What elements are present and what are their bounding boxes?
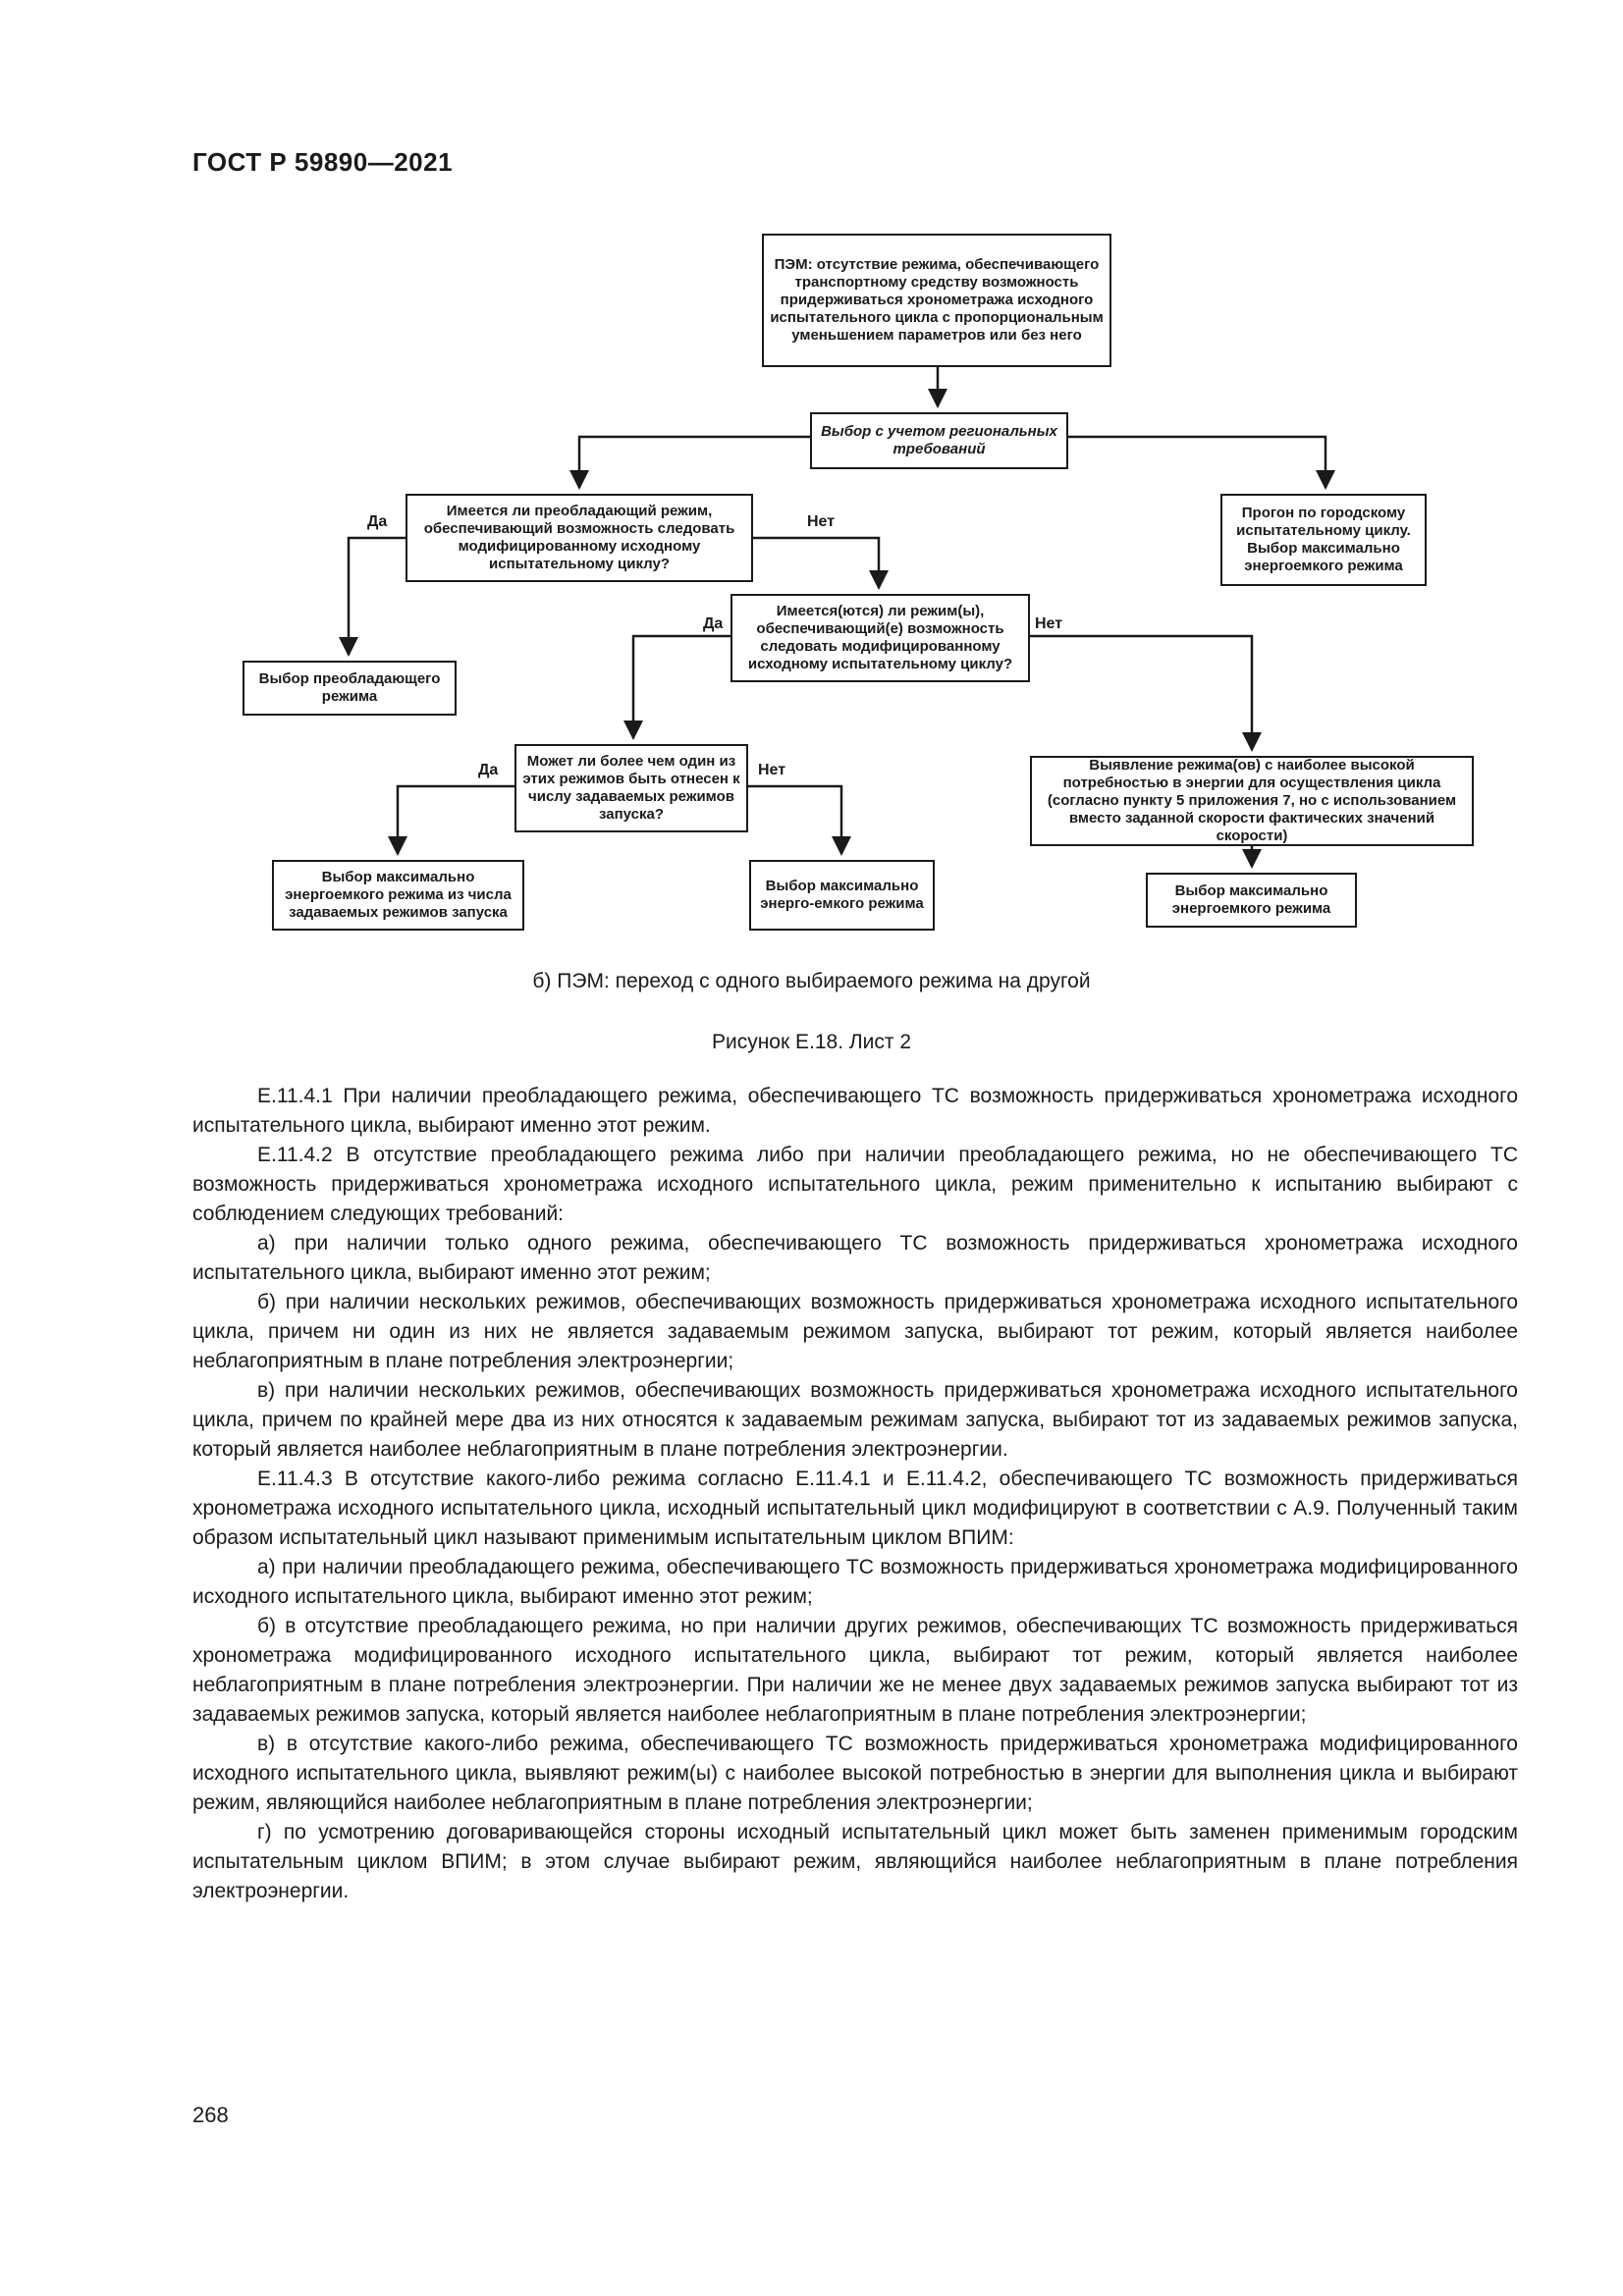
flow-node-choose-dominant: Выбор преобладающего режима [243, 661, 457, 716]
document-header: ГОСТ Р 59890—2021 [192, 147, 454, 177]
paragraph: Е.11.4.3 В отсутствие какого-либо режима согласно Е.11.4.1 и Е.11.4.2, обеспечивающего ТС возможность придерживаться хронометража исходного испытательного цикла, исходный испытательный цикл модифицируют в соответствии с А.9. Полученный таким образом испытательный цикл называют применимым испытательным циклом ВПИМ: [192, 1468, 1518, 1549]
edge-n3-n5 [349, 538, 406, 655]
flow-node-energy-demand: Выявление режима(ов) с наиболее высокой потребностью в энергии для осуществления цикла (согласно пункту 5 приложения 7, но с использованием вместо заданной скорости фактических значений скорости) [1030, 756, 1474, 846]
label-no-dominant: Нет [807, 513, 836, 530]
edge-n2-n3 [579, 437, 810, 488]
flow-node-start-modes-question: Может ли более чем один из этих режимов быть отнесен к числу задаваемых режимов запуска? [514, 744, 748, 832]
paragraph: б) в отсутствие преобладающего режима, но при наличии других режимов, обеспечивающих ТС возможность придерживаться хронометража модифицированного исходного испытательного цикла, выбирают тот режим, который является наиболее неблагоприятным в плане потребления электроэнергии. При наличии же не менее двух задаваемых режимов запуска выбирают тот из задаваемых режимов запуска, который является наиболее неблагоприятным в плане потребления электроэнергии; [192, 1615, 1518, 1726]
paragraph: в) при наличии нескольких режимов, обеспечивающих возможность придерживаться хронометража исходного испытательного цикла, причем по крайней мере два из них относятся к задаваемым режимам запуска, выбирают тот из задаваемых режимов запуска, который является наиболее неблагоприятным в плане потребления электроэнергии. [192, 1379, 1518, 1461]
flow-node-choose-max-energy: Выбор максимально энерго-емкого режима [749, 860, 935, 931]
paragraph: г) по усмотрению договаривающейся стороны исходный испытательный цикл может быть заменен применимым городским испытательным циклом ВПИМ; в этом случае выбирают режим, являющийся наиболее неблагоприятным в плане потребления электроэнергии. [192, 1821, 1518, 1902]
edge-n2-n4 [1068, 437, 1325, 488]
paragraph: б) при наличии нескольких режимов, обеспечивающих возможность придерживаться хронометража исходного испытательного цикла, причем ни один из них не является задаваемым режимом запуска, выбирают тот режим, который является наиболее неблагоприятным в плане потребления электроэнергии; [192, 1291, 1518, 1372]
figure-caption: Рисунок Е.18. Лист 2 [711, 1031, 912, 1053]
flow-node-dominant-question: Имеется ли преобладающий режим, обеспечивающий возможность следовать модифицированному исходному испытательному циклу? [406, 494, 753, 582]
flow-node-start: ПЭМ: отсутствие режима, обеспечивающего транспортному средству возможность придерживаться хронометража исходного испытательного цикла с пропорциональным уменьшением параметров или без него [762, 234, 1111, 367]
flow-node-city-cycle: Прогон по городскому испытательному циклу. Выбор максимально энергоемкого режима [1220, 494, 1427, 586]
label-yes-start-modes: Да [478, 762, 499, 778]
paragraph: в) в отсутствие какого-либо режима, обеспечивающего ТС возможность придерживаться хронометража модифицированного исходного испытательного цикла, выявляют режим(ы) с наиболее высокой потребностью в энергии для выполнения цикла и выбирают режим, являющийся наиболее неблагоприятным в плане потребления электроэнергии; [192, 1733, 1518, 1814]
page-number: 268 [192, 2103, 229, 2127]
edge-n7-n10 [748, 786, 841, 854]
edge-n3-n6 [753, 538, 879, 588]
edge-n6-n7 [633, 636, 730, 738]
label-no-modes: Нет [1035, 615, 1063, 632]
figure-subcaption: б) ПЭМ: переход с одного выбираемого режима на другой [532, 970, 1091, 992]
label-no-start-modes: Нет [758, 762, 786, 778]
body-text [192, 1082, 1518, 1906]
paragraph: Е.11.4.1 При наличии преобладающего режима, обеспечивающего ТС возможность придерживаться хронометража исходного испытательного цикла, выбирают именно этот режим. [192, 1085, 1518, 1137]
flow-node-choose-start-mode: Выбор максимально энергоемкого режима из числа задаваемых режимов запуска [272, 860, 524, 931]
flow-node-choose-max-energy-final: Выбор максимально энергоемкого режима [1146, 873, 1357, 928]
label-yes-modes: Да [703, 615, 724, 632]
flow-node-regional-choice: Выбор с учетом региональных требований [810, 412, 1068, 469]
label-yes-dominant: Да [367, 513, 388, 530]
paragraph: а) при наличии только одного режима, обеспечивающего ТС возможность придерживаться хронометража исходного испытательного цикла, выбирают именно этот режим; [192, 1232, 1518, 1284]
paragraph: Е.11.4.2 В отсутствие преобладающего режима либо при наличии преобладающего режима, но не обеспечивающего ТС возможность придерживаться хронометража исходного испытательного цикла, режим применительно к испытанию выбирают с соблюдением следующих требований: [192, 1144, 1518, 1225]
paragraph: а) при наличии преобладающего режима, обеспечивающего ТС возможность придерживаться хронометража модифицированного исходного испытательного цикла, выбирают именно этот режим; [192, 1556, 1518, 1608]
edge-n6-n8 [1030, 636, 1252, 750]
flow-node-modes-question: Имеется(ются) ли режим(ы), обеспечивающий(е) возможность следовать модифицированному исходному испытательному циклу? [730, 594, 1030, 682]
edge-n7-n9 [398, 786, 514, 854]
